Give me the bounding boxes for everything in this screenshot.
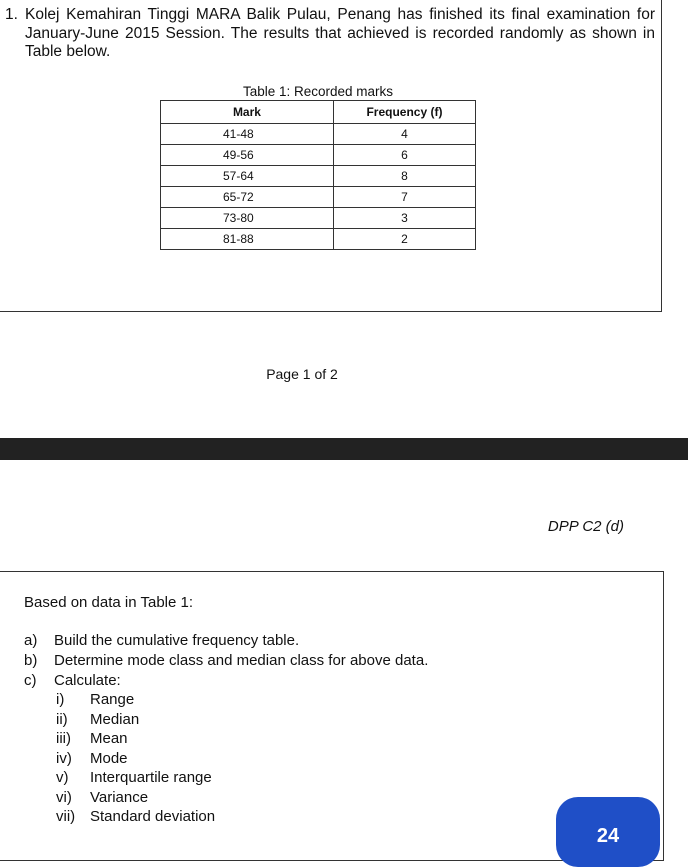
- part-text: Determine mode class and median class for above data.: [54, 652, 429, 669]
- part-label: b): [24, 652, 38, 669]
- sub-parts: [56, 690, 215, 827]
- sub-text: Interquartile range: [90, 769, 212, 786]
- sub-item: [56, 788, 215, 808]
- sub-text: Range: [90, 691, 135, 708]
- part-item: [24, 671, 428, 691]
- document-code: DPP C2 (d): [547, 518, 624, 535]
- sub-item: [56, 690, 215, 710]
- page-badge-button[interactable]: 24: [556, 797, 660, 867]
- frequency-cell: 4: [333, 124, 475, 145]
- table-row: [161, 166, 476, 187]
- question-number: 1.: [5, 6, 18, 23]
- table-row: [161, 187, 476, 208]
- table-row: [161, 145, 476, 166]
- mark-cell: 65-72: [161, 187, 334, 208]
- sub-text: Mean: [90, 730, 128, 747]
- sub-text: Variance: [90, 788, 149, 806]
- frequency-cell: 2: [333, 229, 475, 250]
- mark-cell: 41-48: [161, 124, 334, 145]
- mark-cell: 73-80: [161, 208, 334, 229]
- sub-item: [56, 710, 215, 730]
- table-row: [161, 208, 476, 229]
- sub-item: [56, 807, 215, 827]
- mark-cell: 57-64: [161, 166, 334, 187]
- part-item: [24, 631, 428, 651]
- sub-label: ii): [56, 710, 68, 728]
- sub-item: [56, 729, 215, 749]
- page-number: Page 1 of 2: [266, 366, 338, 382]
- part-item: [24, 651, 428, 671]
- marks-table: [160, 100, 476, 250]
- mark-cell: 81-88: [161, 229, 334, 250]
- part-text: Calculate:: [54, 672, 121, 689]
- sub-label: v): [56, 769, 69, 786]
- frequency-cell: 6: [333, 145, 475, 166]
- frequency-cell: 3: [333, 208, 475, 229]
- sub-text: Standard deviation: [90, 808, 216, 825]
- frequency-cell: 8: [333, 166, 475, 187]
- sub-label: vi): [56, 788, 72, 806]
- sub-item: [56, 768, 215, 788]
- sub-label: i): [56, 691, 65, 708]
- table-row: [161, 229, 476, 250]
- sub-text: Median: [90, 710, 140, 728]
- frequency-cell: 7: [333, 187, 475, 208]
- sub-label: vii): [56, 808, 76, 825]
- table-row: [161, 124, 476, 145]
- part-text: Build the cumulative frequency table.: [54, 632, 300, 649]
- sub-text: Mode: [90, 749, 128, 767]
- sub-label: iii): [56, 730, 71, 747]
- header-frequency: Frequency (f): [333, 101, 475, 124]
- instruction-parts: [24, 631, 428, 691]
- sub-label: iv): [56, 749, 72, 767]
- part-label: c): [24, 672, 37, 689]
- question-text-block: [5, 6, 655, 62]
- mark-cell: 49-56: [161, 145, 334, 166]
- table-caption: Table 1: Recorded marks: [242, 84, 394, 99]
- part-label: a): [24, 632, 38, 649]
- question-body: Kolej Kemahiran Tinggi MARA Balik Pulau, Penang has finished its final examination for January-June 2015 Session. The results that achieved is recorded randomly as shown in Table below.: [25, 6, 655, 60]
- header-mark: Mark: [161, 101, 334, 124]
- page-separator-band: [0, 438, 688, 460]
- instructions-intro: Based on data in Table 1:: [24, 594, 194, 611]
- sub-item: [56, 749, 215, 769]
